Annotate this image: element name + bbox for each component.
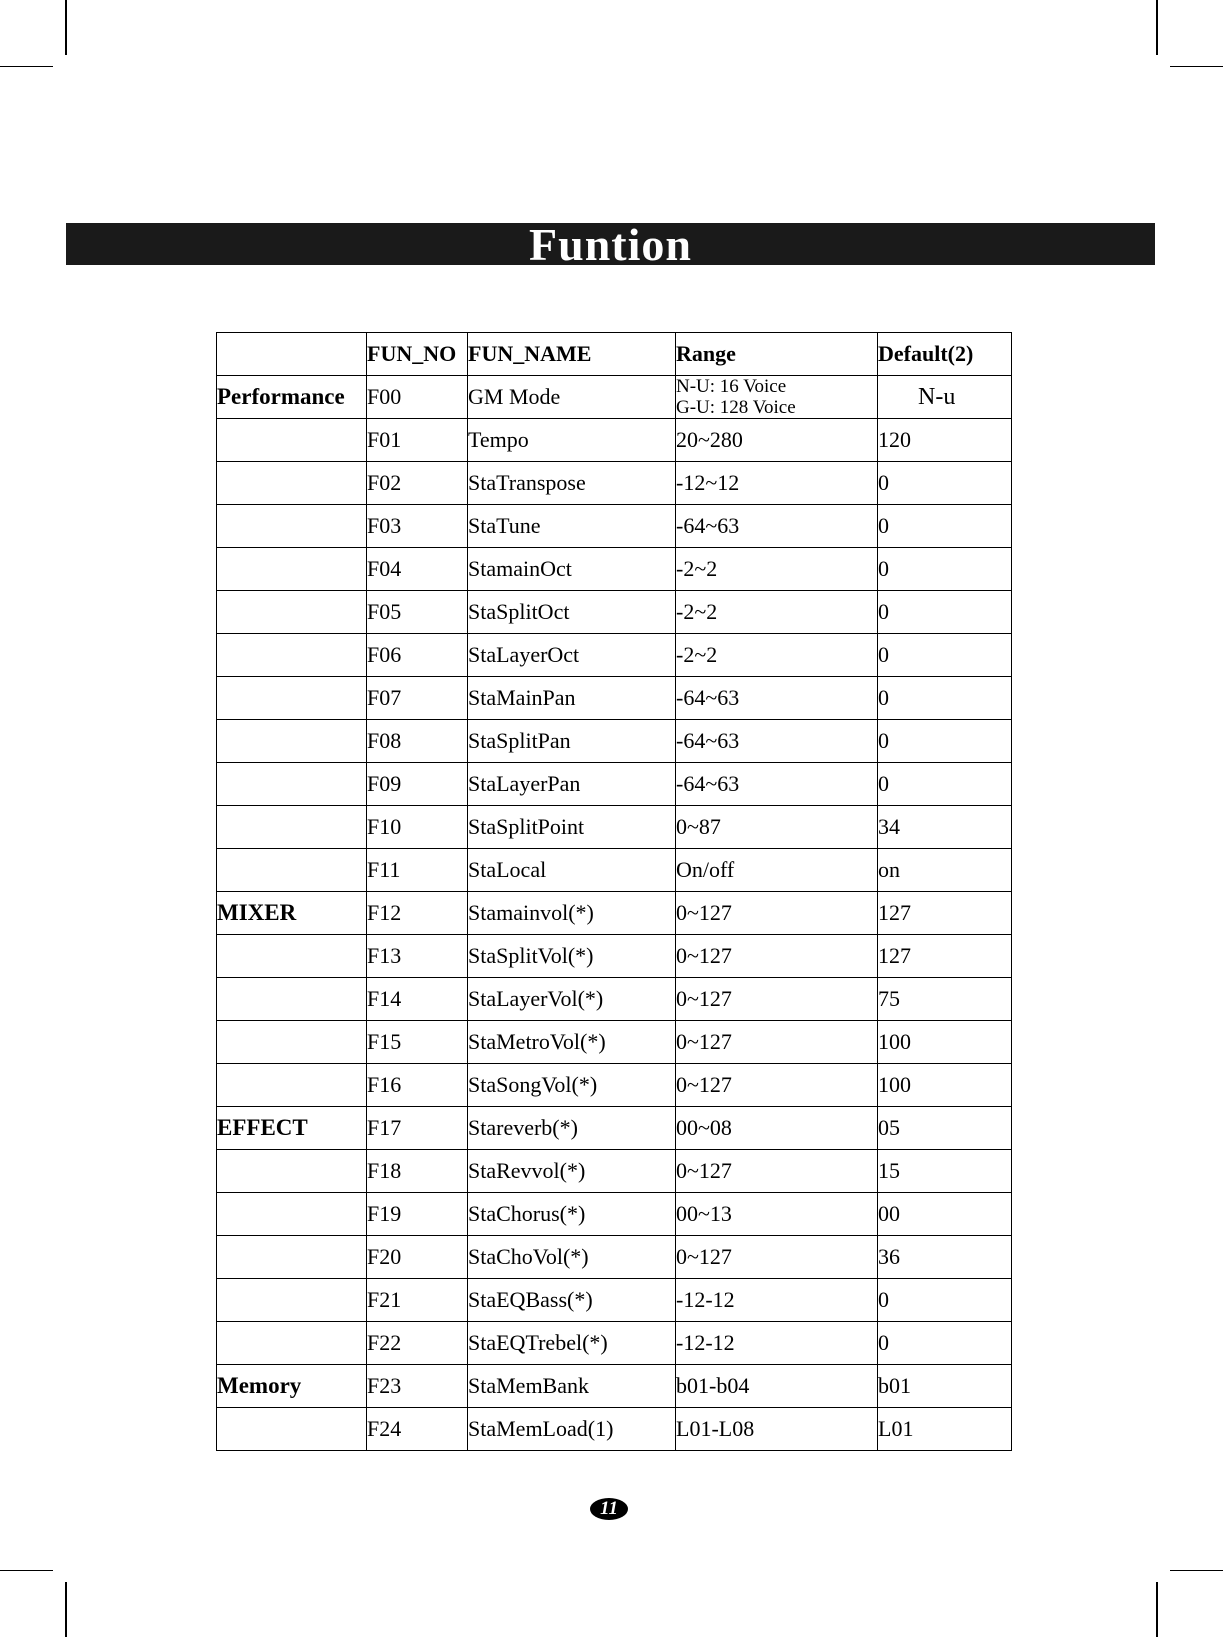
table-row — [217, 892, 1012, 935]
fun-name-cell: StaSongVol(*) — [468, 1064, 676, 1107]
crop-mark-bottom-left — [65, 1582, 67, 1637]
category-cell — [217, 1322, 367, 1365]
range-cell — [676, 806, 878, 849]
range-cell — [676, 591, 878, 634]
fun-no-cell: F09 — [367, 763, 468, 806]
fun-name-cell: StaSplitOct — [468, 591, 676, 634]
fun-no-cell: F08 — [367, 720, 468, 763]
table-row — [217, 1193, 1012, 1236]
page-title: Funtion — [66, 223, 1155, 265]
default-cell: 00 — [878, 1193, 1012, 1236]
table-row — [217, 849, 1012, 892]
category-cell — [217, 763, 367, 806]
function-table-body — [217, 376, 1012, 1451]
range-cell — [676, 1365, 878, 1408]
range-value: -2~2 — [676, 599, 718, 624]
table-row — [217, 1107, 1012, 1150]
category-cell — [217, 720, 367, 763]
table-row — [217, 462, 1012, 505]
default-cell: b01 — [878, 1365, 1012, 1408]
fun-no-cell: F17 — [367, 1107, 468, 1150]
fun-no-cell: F10 — [367, 806, 468, 849]
fun-no-cell: F24 — [367, 1408, 468, 1451]
fun-no-cell: F16 — [367, 1064, 468, 1107]
fun-name-cell: StaEQBass(*) — [468, 1279, 676, 1322]
crop-mark-bottom-right-h — [1170, 1570, 1223, 1571]
fun-no-cell: F03 — [367, 505, 468, 548]
range-value: -12~12 — [676, 470, 740, 495]
category-cell — [217, 419, 367, 462]
header-fun-name: FUN_NAME — [468, 333, 676, 376]
range-value: 0~127 — [676, 1158, 732, 1183]
category-cell — [217, 1150, 367, 1193]
table-row — [217, 677, 1012, 720]
category-cell — [217, 1236, 367, 1279]
range-value: On/off — [676, 857, 735, 882]
fun-no-cell: F18 — [367, 1150, 468, 1193]
range-value: -2~2 — [676, 556, 718, 581]
fun-no-cell: F05 — [367, 591, 468, 634]
default-cell: 0 — [878, 591, 1012, 634]
range-value: G-U: 128 Voice — [676, 397, 796, 418]
default-cell: 0 — [878, 505, 1012, 548]
default-cell: 0 — [878, 763, 1012, 806]
range-value: -64~63 — [676, 513, 740, 538]
category-cell — [217, 1064, 367, 1107]
default-cell: 75 — [878, 978, 1012, 1021]
range-value: 20~280 — [676, 427, 743, 452]
table-row — [217, 1408, 1012, 1451]
default-cell: 0 — [878, 548, 1012, 591]
default-cell: 0 — [878, 634, 1012, 677]
fun-name-cell: StaTune — [468, 505, 676, 548]
category-cell: Memory — [217, 1365, 367, 1408]
page-number: 11 — [590, 1498, 628, 1520]
category-cell — [217, 978, 367, 1021]
category-cell — [217, 591, 367, 634]
default-cell: 36 — [878, 1236, 1012, 1279]
fun-name-cell: StaTranspose — [468, 462, 676, 505]
range-value: -12-12 — [676, 1287, 735, 1312]
range-value: 0~127 — [676, 900, 732, 925]
category-cell — [217, 1279, 367, 1322]
table-row — [217, 1150, 1012, 1193]
fun-no-cell: F13 — [367, 935, 468, 978]
category-cell — [217, 1021, 367, 1064]
default-cell: L01 — [878, 1408, 1012, 1451]
crop-mark-top-right-h — [1170, 66, 1223, 67]
range-cell — [676, 1021, 878, 1064]
category-cell — [217, 634, 367, 677]
fun-no-cell: F15 — [367, 1021, 468, 1064]
category-cell — [217, 677, 367, 720]
range-cell — [676, 1236, 878, 1279]
fun-no-cell: F07 — [367, 677, 468, 720]
function-table — [216, 332, 1012, 1451]
fun-no-cell: F06 — [367, 634, 468, 677]
fun-no-cell: F12 — [367, 892, 468, 935]
range-cell — [676, 935, 878, 978]
fun-name-cell: StaLayerOct — [468, 634, 676, 677]
range-cell — [676, 1150, 878, 1193]
range-cell — [676, 892, 878, 935]
range-cell — [676, 634, 878, 677]
default-cell: 0 — [878, 1322, 1012, 1365]
category-cell — [217, 548, 367, 591]
default-cell: 0 — [878, 677, 1012, 720]
range-value: 0~127 — [676, 1244, 732, 1269]
default-cell: 15 — [878, 1150, 1012, 1193]
fun-name-cell: Tempo — [468, 419, 676, 462]
fun-name-cell: StaChorus(*) — [468, 1193, 676, 1236]
fun-name-cell: StaLocal — [468, 849, 676, 892]
range-value: L01-L08 — [676, 1416, 755, 1441]
default-cell: 05 — [878, 1107, 1012, 1150]
range-cell — [676, 720, 878, 763]
fun-name-cell: StaRevvol(*) — [468, 1150, 676, 1193]
fun-name-cell: StaLayerPan — [468, 763, 676, 806]
table-row — [217, 1021, 1012, 1064]
range-cell — [676, 376, 878, 419]
fun-no-cell: F23 — [367, 1365, 468, 1408]
crop-mark-bottom-left-h — [0, 1570, 53, 1571]
table-row — [217, 1279, 1012, 1322]
category-cell: Performance — [217, 376, 367, 419]
default-cell: N-u — [878, 376, 1012, 419]
range-cell — [676, 419, 878, 462]
fun-no-cell: F19 — [367, 1193, 468, 1236]
crop-mark-top-left — [65, 0, 67, 55]
fun-name-cell: StaMemLoad(1) — [468, 1408, 676, 1451]
range-cell — [676, 548, 878, 591]
range-value: -64~63 — [676, 771, 740, 796]
range-value: 0~127 — [676, 1029, 732, 1054]
default-cell: 100 — [878, 1064, 1012, 1107]
fun-name-cell: StaMetroVol(*) — [468, 1021, 676, 1064]
range-value: 0~127 — [676, 943, 732, 968]
fun-no-cell: F04 — [367, 548, 468, 591]
header-category — [217, 333, 367, 376]
table-row — [217, 763, 1012, 806]
range-value: 00~08 — [676, 1115, 732, 1140]
table-row — [217, 548, 1012, 591]
fun-no-cell: F00 — [367, 376, 468, 419]
range-cell — [676, 849, 878, 892]
table-row — [217, 419, 1012, 462]
default-cell: 34 — [878, 806, 1012, 849]
fun-no-cell: F02 — [367, 462, 468, 505]
table-row — [217, 634, 1012, 677]
category-cell: EFFECT — [217, 1107, 367, 1150]
fun-name-cell: Stareverb(*) — [468, 1107, 676, 1150]
range-cell — [676, 1279, 878, 1322]
range-value: 0~127 — [676, 986, 732, 1011]
header-fun-no: FUN_NO — [367, 333, 468, 376]
category-cell — [217, 1408, 367, 1451]
range-value: 00~13 — [676, 1201, 732, 1226]
fun-name-cell: Stamainvol(*) — [468, 892, 676, 935]
table-row — [217, 376, 1012, 419]
category-cell — [217, 505, 367, 548]
fun-no-cell: F22 — [367, 1322, 468, 1365]
default-cell: 127 — [878, 892, 1012, 935]
crop-mark-top-left-h — [0, 66, 53, 67]
table-row — [217, 935, 1012, 978]
header-default: Default(2) — [878, 333, 1012, 376]
fun-name-cell: StaSplitPan — [468, 720, 676, 763]
range-cell — [676, 462, 878, 505]
range-value: -64~63 — [676, 728, 740, 753]
fun-name-cell: StaMemBank — [468, 1365, 676, 1408]
range-cell — [676, 505, 878, 548]
default-cell: 0 — [878, 720, 1012, 763]
range-value: -2~2 — [676, 642, 718, 667]
fun-no-cell: F14 — [367, 978, 468, 1021]
range-value: 0~127 — [676, 1072, 732, 1097]
range-cell — [676, 1408, 878, 1451]
table-row — [217, 1365, 1012, 1408]
header-range: Range — [676, 333, 878, 376]
range-value: b01-b04 — [676, 1373, 750, 1398]
category-cell — [217, 849, 367, 892]
fun-name-cell: StamainOct — [468, 548, 676, 591]
fun-name-cell: StaLayerVol(*) — [468, 978, 676, 1021]
range-cell — [676, 763, 878, 806]
default-cell: 127 — [878, 935, 1012, 978]
category-cell — [217, 806, 367, 849]
fun-no-cell: F20 — [367, 1236, 468, 1279]
table-row — [217, 591, 1012, 634]
table-row — [217, 720, 1012, 763]
range-value: N-U: 16 Voice — [676, 376, 787, 397]
default-cell: 100 — [878, 1021, 1012, 1064]
range-cell — [676, 1193, 878, 1236]
range-cell — [676, 1322, 878, 1365]
fun-name-cell: GM Mode — [468, 376, 676, 419]
crop-mark-bottom-right — [1156, 1582, 1158, 1637]
fun-no-cell: F01 — [367, 419, 468, 462]
fun-name-cell: StaMainPan — [468, 677, 676, 720]
range-value: 0~87 — [676, 814, 721, 839]
default-cell: on — [878, 849, 1012, 892]
range-cell — [676, 1107, 878, 1150]
fun-name-cell: StaChoVol(*) — [468, 1236, 676, 1279]
fun-no-cell: F11 — [367, 849, 468, 892]
range-value: -64~63 — [676, 685, 740, 710]
table-row — [217, 806, 1012, 849]
table-row — [217, 505, 1012, 548]
fun-no-cell: F21 — [367, 1279, 468, 1322]
range-cell — [676, 1064, 878, 1107]
fun-name-cell: StaEQTrebel(*) — [468, 1322, 676, 1365]
range-value: -12-12 — [676, 1330, 735, 1355]
table-row — [217, 1064, 1012, 1107]
range-cell — [676, 978, 878, 1021]
table-row — [217, 1236, 1012, 1279]
category-cell — [217, 1193, 367, 1236]
fun-name-cell: StaSplitPoint — [468, 806, 676, 849]
table-row — [217, 1322, 1012, 1365]
default-cell: 0 — [878, 462, 1012, 505]
range-cell — [676, 677, 878, 720]
category-cell: MIXER — [217, 892, 367, 935]
category-cell — [217, 462, 367, 505]
fun-name-cell: StaSplitVol(*) — [468, 935, 676, 978]
table-row — [217, 978, 1012, 1021]
crop-mark-top-right — [1156, 0, 1158, 55]
default-cell: 120 — [878, 419, 1012, 462]
category-cell — [217, 935, 367, 978]
header-row — [217, 333, 1012, 376]
default-cell: 0 — [878, 1279, 1012, 1322]
